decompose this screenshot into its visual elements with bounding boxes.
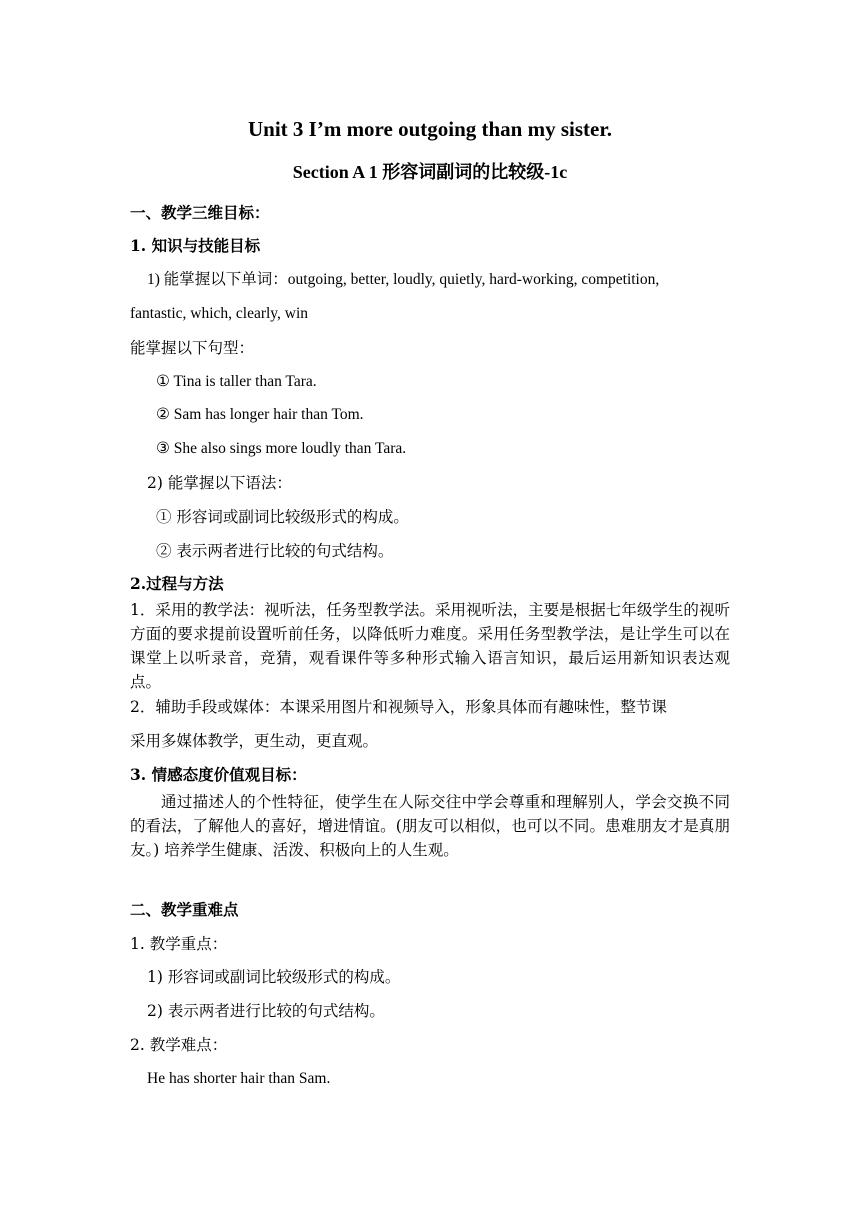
part2-heading: 二、教学重难点 [130, 900, 239, 919]
sentence-item: ② Sam has longer hair than Tom. [156, 406, 364, 423]
method-paragraph: 1．采用的教学法：视听法，任务型教学法。采用视听法，主要是根据七年级学生的视听方面的要求提前设置听前任务，以降低听力难度。采用任务型教学法，是让学生可以在课堂上以听录音，竞猜，观看课件等多种形式输入语言知识，最后运用新知识表达观点。 [130, 601, 730, 691]
sentence-item: ③ She also sings more loudly than Tara. [156, 440, 407, 457]
difficult-points-heading: 2. 教学难点： [130, 1036, 228, 1054]
attitude-paragraph: 通过描述人的个性特征，使学生在人际交往中学会尊重和理解别人，学会交换不同的看法，了解他人的喜好，增进情谊。(朋友可以相似，也可以不同。患难朋友才是真朋友。) 培养学生健康、活泼、积极向上的人生观。 [130, 793, 730, 859]
section1-heading: 1. 知识与技能目标 [130, 236, 261, 255]
sentences-label: 能掌握以下句型： [130, 339, 255, 357]
grammar-item: ① 形容词或副词比较级形式的构成。 [156, 508, 409, 526]
section3-heading: 3. 情感态度价值观目标： [130, 765, 307, 784]
media-line-2: 采用多媒体教学，更生动，更直观。 [130, 732, 379, 750]
difficult-point-item: He has shorter hair than Sam. [147, 1070, 331, 1087]
document-title: Unit 3 I’m more outgoing than my sister. [247, 117, 612, 141]
media-line-1: 2．辅助手段或媒体：本课采用图片和视频导入，形象具体而有趣味性，整节课 [130, 698, 667, 716]
key-point-item: 1) 形容词或副词比较级形式的构成。 [147, 968, 401, 986]
grammar-item: ② 表示两者进行比较的句式结构。 [156, 542, 394, 560]
vocab-line-1: 1) 能掌握以下单词：outgoing, better, loudly, quietly, hard-working, competition, [147, 271, 660, 288]
document-subtitle: Section A 1 形容词副词的比较级-1c [292, 162, 568, 182]
sentence-item: ① Tina is taller than Tara. [156, 373, 317, 390]
part1-heading: 一、教学三维目标： [130, 203, 270, 222]
key-point-item: 2) 表示两者进行比较的句式结构。 [147, 1002, 385, 1020]
key-points-heading: 1. 教学重点： [130, 935, 228, 953]
grammar-label: 2) 能掌握以下语法： [147, 474, 292, 492]
section2-heading: 2.过程与方法 [130, 574, 224, 593]
vocab-line-2: fantastic, which, clearly, win [130, 305, 309, 322]
